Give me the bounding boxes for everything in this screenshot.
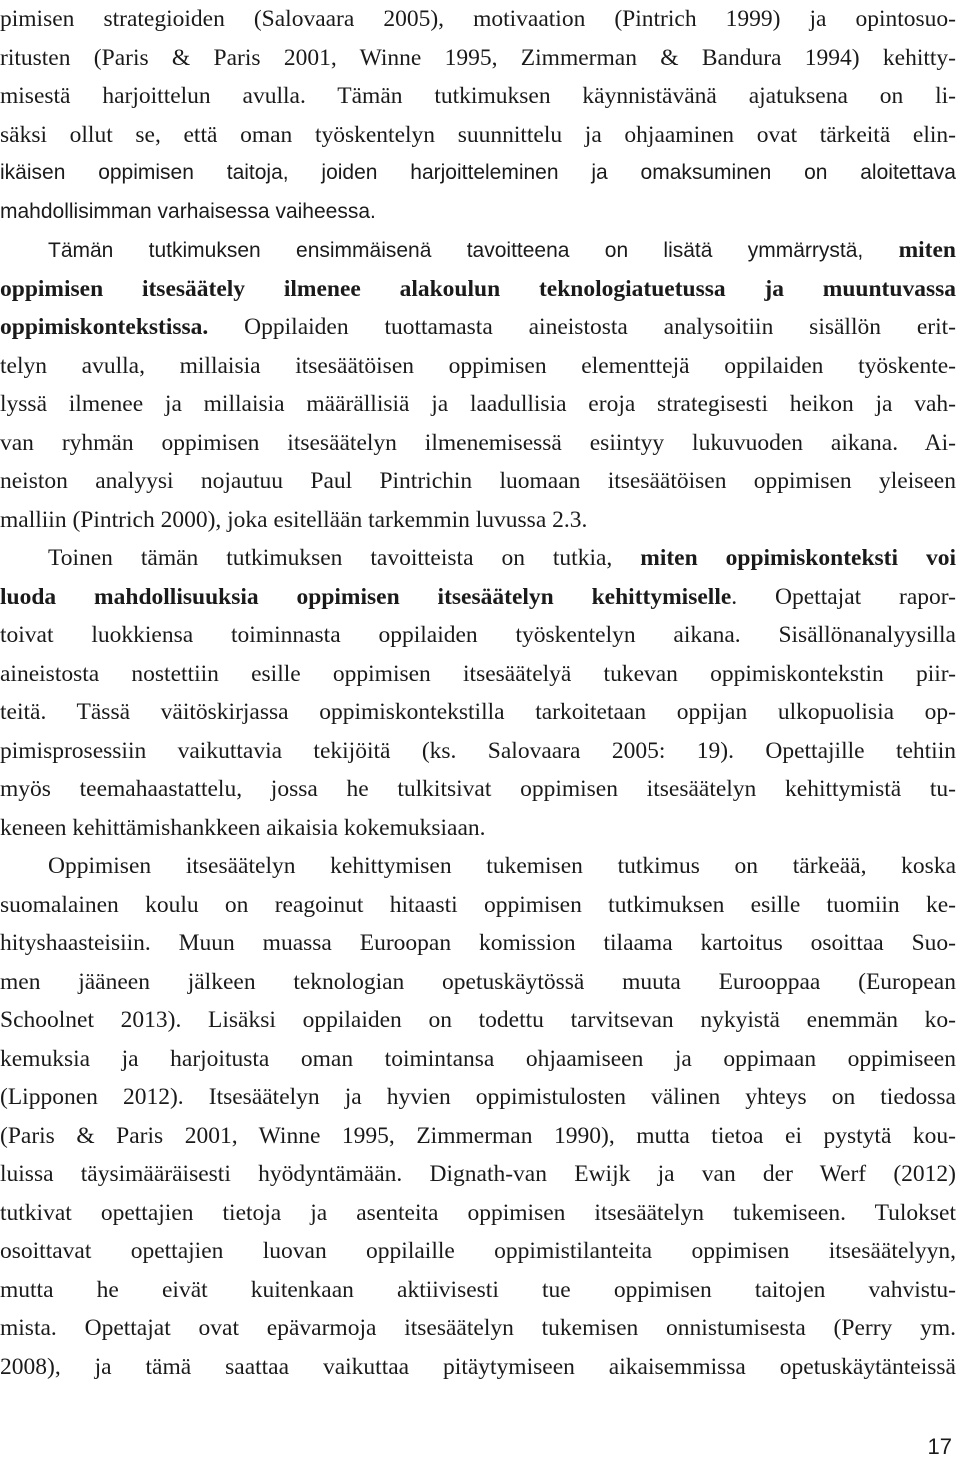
text-line <box>0 1078 956 1116</box>
text-run: van ryhmän oppimisen itsesäätelyn ilmenemisessä esiintyy lukuvuoden aikana. Ai- <box>0 429 956 456</box>
text-line <box>0 347 956 385</box>
text-run: myös teemahaastattelu, jossa he tulkitsivat oppimisen itsesäätelyn kehittymistä tu- <box>0 776 956 802</box>
text-line <box>0 1001 956 1039</box>
text-line <box>0 924 956 962</box>
text-line <box>0 270 956 308</box>
text-line <box>0 501 956 539</box>
bold-text-run: luoda mahdollisuuksia oppimisen itsesäätelyn kehittymiselle <box>0 583 732 610</box>
text-line <box>0 424 956 462</box>
text-run: 2008), ja tämä saattaa vaikuttaa pitäytymiseen aikaisemmissa opetuskäytänteissä <box>0 1353 956 1380</box>
text-line <box>0 116 956 154</box>
text-line <box>48 847 956 885</box>
text-line <box>48 231 956 269</box>
bold-text-run: miten oppimiskonteksti voi <box>640 545 956 571</box>
text-run: tutkivat opettajien tietoja ja asenteita oppimisen itsesäätelyn tukemiseen. Tulokset <box>0 1199 956 1226</box>
text-line <box>0 886 956 924</box>
text-run: mista. Opettajat ovat epävarmoja itsesäätelyn tukemisen onnistumisesta (Perry ym. <box>0 1315 956 1341</box>
text-run: . Opettajat rapor- <box>731 583 956 610</box>
text-line <box>0 809 956 847</box>
text-run: hityshaasteisiin. Muun muassa Euroopan komission tilaama kartoitus osoittaa Suo- <box>0 930 956 956</box>
text-run: men jääneen jälkeen teknologian opetuskäytössä muuta Eurooppaa (European <box>0 968 956 995</box>
text-run: luissa täysimääräisesti hyödyntämään. Dignath-van Ewijk ja van der Werf (2012) <box>0 1161 956 1187</box>
text-line <box>0 77 956 115</box>
text-line <box>0 1348 956 1386</box>
text-run: pimisen strategioiden (Salovaara 2005), motivaation (Pintrich 1999) ja opintosuo- <box>0 6 956 32</box>
bold-text-run: oppimiskontekstissa. <box>0 314 209 340</box>
text-run: ritusten (Paris & Paris 2001, Winne 1995, Zimmerman & Bandura 1994) kehitty- <box>0 44 956 71</box>
text-line <box>0 1194 956 1232</box>
text-line <box>0 1040 956 1078</box>
bold-text-run: miten <box>898 237 956 263</box>
text-line <box>0 385 956 423</box>
text-line <box>0 578 956 616</box>
text-run: (Lipponen 2012). Itsesäätelyn ja hyvien oppimistulosten välinen yhteys on tiedossa <box>0 1084 956 1110</box>
bold-text-run: oppimisen itsesäätely ilmenee alakoulun teknologiatuetussa ja muuntuvassa <box>0 275 956 302</box>
text-line <box>0 1155 956 1193</box>
text-run: Oppimisen itsesäätelyn kehittymisen tukemisen tutkimus on tärkeää, koska <box>48 853 956 879</box>
text-line <box>0 1117 956 1155</box>
text-run: aineistosta nostettiin esille oppimisen itsesäätelyä tukevan oppimiskontekstin piir- <box>0 660 956 687</box>
text-line <box>0 0 956 38</box>
text-line <box>0 732 956 770</box>
text-run: Schoolnet 2013). Lisäksi oppilaiden on todettu tarvitsevan nykyistä enemmän ko- <box>0 1007 956 1033</box>
text-line <box>0 1271 956 1309</box>
text-run: Tämän tutkimuksen ensimmäisenä tavoitteena on lisätä ymmärrystä, <box>48 239 899 262</box>
text-run: Oppilaiden tuottamasta aineistosta analysoitiin sisällön erit- <box>208 314 956 340</box>
text-run: säksi ollut se, että oman työskentelyn suunnittelu ja ohjaaminen ovat tärkeitä elin- <box>0 121 956 148</box>
text-run: ikäisen oppimisen taitoja, joiden harjoitteleminen ja omaksuminen on aloitettava <box>0 161 956 184</box>
text-line <box>0 39 956 77</box>
text-line <box>0 462 956 500</box>
text-run: lyssä ilmenee ja millaisia määrällisiä ja laadullisia eroja strategisesti heikon ja vah- <box>0 391 956 417</box>
text-run: kemuksia ja harjoitusta oman toimintansa ohjaamiseen ja oppimaan oppimiseen <box>0 1045 956 1072</box>
text-line <box>0 154 956 192</box>
text-run: pimisprosessiin vaikuttavia tekijöitä (ks. Salovaara 2005: 19). Opettajille tehtiin <box>0 737 956 764</box>
text-line <box>0 1309 956 1347</box>
text-line <box>0 308 956 346</box>
text-line <box>0 693 956 731</box>
text-run: mutta he eivät kuitenkaan aktiivisesti tue oppimisen taitojen vahvistu- <box>0 1276 956 1303</box>
text-run: teitä. Tässä väitöskirjassa oppimiskontekstilla tarkoitetaan oppijan ulkopuolisia op- <box>0 699 956 725</box>
text-run: neiston analyysi nojautuu Paul Pintrichin luomaan itsesäätöisen oppimisen yleiseen <box>0 468 956 494</box>
text-run: osoittavat opettajien luovan oppilaille oppimistilanteita oppimisen itsesäätelyyn, <box>0 1238 956 1264</box>
text-line <box>0 963 956 1001</box>
text-line <box>0 616 956 654</box>
text-run: suomalainen koulu on reagoinut hitaasti oppimisen tutkimuksen esille tuomiin ke- <box>0 891 956 918</box>
text-run: (Paris & Paris 2001, Winne 1995, Zimmerman 1990), mutta tietoa ei pystytä kou- <box>0 1122 956 1149</box>
text-line <box>0 770 956 808</box>
text-run: Toinen tämän tutkimuksen tavoitteista on tutkia, <box>48 545 641 571</box>
page-number: 17 <box>927 1434 952 1459</box>
text-run: misestä harjoittelun avulla. Tämän tutkimuksen käynnistävänä ajatuksena on li- <box>0 83 956 109</box>
text-run: keneen kehittämishankkeen aikaisia kokemuksiaan. <box>0 814 486 841</box>
text-run: telyn avulla, millaisia itsesäätöisen oppimisen elementtejä oppilaiden työskente- <box>0 352 956 379</box>
text-line <box>0 1232 956 1270</box>
text-run: toivat luokkiensa toiminnasta oppilaiden työskentelyn aikana. Sisällönanalyysilla <box>0 622 956 648</box>
text-line <box>48 539 956 577</box>
text-run: malliin (Pintrich 2000), joka esitellään tarkemmin luvussa 2.3. <box>0 506 588 533</box>
text-line <box>0 193 956 231</box>
text-run: mahdollisimman varhaisessa vaiheessa. <box>0 199 376 223</box>
text-line <box>0 655 956 693</box>
